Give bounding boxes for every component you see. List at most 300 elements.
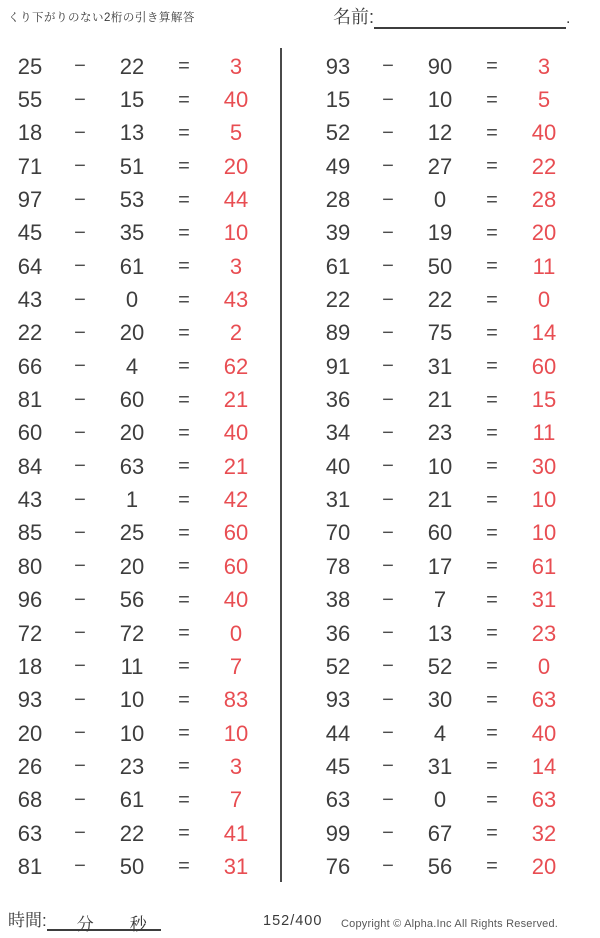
problem-row bbox=[316, 684, 568, 717]
problem-row bbox=[316, 150, 568, 183]
equals-sign: = bbox=[178, 755, 190, 778]
equals-sign: = bbox=[486, 555, 498, 578]
subtrahend: 19 bbox=[427, 220, 453, 246]
problem-row bbox=[8, 684, 260, 717]
minus-sign: − bbox=[382, 121, 394, 144]
minus-sign: − bbox=[382, 555, 394, 578]
answer: 11 bbox=[532, 253, 556, 279]
equals-sign: = bbox=[486, 788, 498, 811]
answer: 31 bbox=[223, 853, 249, 879]
subtrahend: 12 bbox=[427, 120, 453, 146]
minus-sign: − bbox=[74, 55, 86, 78]
answer: 10 bbox=[223, 720, 249, 746]
problem-row bbox=[316, 417, 568, 450]
minus-sign: − bbox=[74, 455, 86, 478]
minus-sign: − bbox=[74, 321, 86, 344]
problem-row bbox=[8, 350, 260, 383]
column-divider bbox=[280, 48, 282, 882]
subtrahend: 51 bbox=[119, 153, 145, 179]
minus-sign: − bbox=[74, 155, 86, 178]
answer: 20 bbox=[531, 853, 557, 879]
name-label: 名前: bbox=[333, 7, 375, 27]
equals-sign: = bbox=[178, 455, 190, 478]
answer: 22 bbox=[531, 153, 557, 179]
equals-sign: = bbox=[178, 655, 190, 678]
equals-sign: = bbox=[178, 855, 190, 878]
subtrahend: 67 bbox=[427, 820, 453, 846]
subtrahend: 4 bbox=[433, 720, 447, 746]
minus-sign: − bbox=[74, 588, 86, 611]
answer: 5 bbox=[537, 87, 551, 113]
subtrahend: 10 bbox=[427, 87, 453, 113]
subtrahend: 53 bbox=[119, 187, 145, 213]
minus-sign: − bbox=[382, 288, 394, 311]
equals-sign: = bbox=[178, 622, 190, 645]
minuend: 70 bbox=[325, 520, 351, 546]
minuend: 72 bbox=[17, 620, 43, 646]
answer: 42 bbox=[223, 487, 249, 513]
minus-sign: − bbox=[382, 722, 394, 745]
equals-sign: = bbox=[178, 188, 190, 211]
subtrahend: 61 bbox=[119, 253, 145, 279]
subtrahend: 60 bbox=[427, 520, 453, 546]
subtrahend: 10 bbox=[119, 720, 145, 746]
answer: 40 bbox=[223, 87, 249, 113]
equals-sign: = bbox=[486, 55, 498, 78]
subtrahend: 50 bbox=[119, 853, 145, 879]
equals-sign: = bbox=[486, 388, 498, 411]
answer: 10 bbox=[223, 220, 249, 246]
equals-sign: = bbox=[178, 688, 190, 711]
subtrahend: 20 bbox=[119, 553, 145, 579]
subtrahend: 0 bbox=[433, 187, 447, 213]
subtrahend: 72 bbox=[119, 620, 145, 646]
subtrahend: 61 bbox=[119, 787, 145, 813]
equals-sign: = bbox=[178, 221, 190, 244]
minuend: 61 bbox=[325, 253, 351, 279]
minuend: 93 bbox=[17, 687, 43, 713]
equals-sign: = bbox=[486, 88, 498, 111]
name-blank-line bbox=[374, 8, 566, 29]
minuend: 45 bbox=[325, 753, 351, 779]
answer: 14 bbox=[531, 320, 557, 346]
equals-sign: = bbox=[178, 155, 190, 178]
answer: 14 bbox=[531, 753, 557, 779]
minus-sign: − bbox=[74, 288, 86, 311]
equals-sign: = bbox=[178, 421, 190, 444]
equals-sign: = bbox=[178, 521, 190, 544]
minuend: 38 bbox=[325, 587, 351, 613]
subtrahend: 56 bbox=[119, 587, 145, 613]
subtrahend: 13 bbox=[427, 620, 453, 646]
minuend: 20 bbox=[17, 720, 43, 746]
minus-sign: − bbox=[74, 88, 86, 111]
minus-sign: − bbox=[382, 88, 394, 111]
minuend: 43 bbox=[17, 487, 43, 513]
problem-row bbox=[316, 817, 568, 850]
answer: 3 bbox=[229, 53, 243, 79]
problems-area bbox=[0, 50, 600, 884]
minus-sign: − bbox=[74, 755, 86, 778]
answer: 10 bbox=[531, 520, 557, 546]
minuend: 49 bbox=[325, 153, 351, 179]
minuend: 89 bbox=[325, 320, 351, 346]
minus-sign: − bbox=[74, 388, 86, 411]
equals-sign: = bbox=[178, 388, 190, 411]
equals-sign: = bbox=[178, 722, 190, 745]
equals-sign: = bbox=[486, 488, 498, 511]
equals-sign: = bbox=[178, 321, 190, 344]
answer: 63 bbox=[531, 687, 557, 713]
equals-sign: = bbox=[178, 488, 190, 511]
minuend: 91 bbox=[325, 353, 351, 379]
equals-sign: = bbox=[178, 555, 190, 578]
minus-sign: − bbox=[74, 188, 86, 211]
equals-sign: = bbox=[486, 321, 498, 344]
problem-row bbox=[8, 283, 260, 316]
minuend: 22 bbox=[17, 320, 43, 346]
minus-sign: − bbox=[74, 421, 86, 444]
equals-sign: = bbox=[178, 822, 190, 845]
answer: 3 bbox=[229, 253, 243, 279]
subtrahend: 22 bbox=[119, 820, 145, 846]
equals-sign: = bbox=[178, 55, 190, 78]
equals-sign: = bbox=[486, 822, 498, 845]
minutes-label: 分 bbox=[76, 915, 94, 934]
equals-sign: = bbox=[486, 588, 498, 611]
minuend: 31 bbox=[325, 487, 351, 513]
minuend: 78 bbox=[325, 553, 351, 579]
subtrahend: 35 bbox=[119, 220, 145, 246]
subtrahend: 10 bbox=[119, 687, 145, 713]
problem-row bbox=[8, 750, 260, 783]
problem-row bbox=[316, 83, 568, 116]
problem-row bbox=[8, 817, 260, 850]
problem-row bbox=[316, 450, 568, 483]
answer: 15 bbox=[531, 387, 557, 413]
subtrahend: 22 bbox=[119, 53, 145, 79]
problem-row bbox=[8, 117, 260, 150]
minuend: 28 bbox=[325, 187, 351, 213]
minuend: 18 bbox=[17, 120, 43, 146]
minus-sign: − bbox=[382, 155, 394, 178]
problem-row bbox=[8, 517, 260, 550]
minus-sign: − bbox=[74, 622, 86, 645]
subtrahend: 0 bbox=[433, 787, 447, 813]
minuend: 80 bbox=[17, 553, 43, 579]
subtrahend: 10 bbox=[427, 453, 453, 479]
answer: 20 bbox=[531, 220, 557, 246]
page-title: くり下がりのない2桁の引き算解答 bbox=[8, 12, 195, 24]
answer: 3 bbox=[229, 753, 243, 779]
answer: 30 bbox=[531, 453, 557, 479]
answer: 2 bbox=[229, 320, 243, 346]
subtrahend: 31 bbox=[427, 753, 453, 779]
answer: 11 bbox=[532, 420, 556, 446]
minus-sign: − bbox=[74, 555, 86, 578]
subtrahend: 30 bbox=[427, 687, 453, 713]
minuend: 81 bbox=[17, 853, 43, 879]
subtrahend: 21 bbox=[427, 387, 453, 413]
equals-sign: = bbox=[486, 121, 498, 144]
answer: 31 bbox=[531, 587, 557, 613]
minus-sign: − bbox=[74, 688, 86, 711]
answer: 40 bbox=[531, 120, 557, 146]
subtrahend: 63 bbox=[119, 453, 145, 479]
minuend: 43 bbox=[17, 287, 43, 313]
copyright-notice: Copyright © Alpha.Inc All Rights Reserved. bbox=[341, 918, 559, 930]
answer: 5 bbox=[229, 120, 243, 146]
subtrahend: 0 bbox=[125, 287, 139, 313]
subtrahend: 31 bbox=[427, 353, 453, 379]
subtrahend: 52 bbox=[427, 653, 453, 679]
subtrahend: 13 bbox=[119, 120, 145, 146]
minuend: 52 bbox=[325, 653, 351, 679]
problem-row bbox=[8, 417, 260, 450]
subtrahend: 75 bbox=[427, 320, 453, 346]
subtrahend: 4 bbox=[125, 353, 139, 379]
minuend: 85 bbox=[17, 520, 43, 546]
minus-sign: − bbox=[382, 455, 394, 478]
subtrahend: 7 bbox=[433, 587, 447, 613]
answer: 40 bbox=[223, 587, 249, 613]
equals-sign: = bbox=[486, 188, 498, 211]
answer: 7 bbox=[229, 653, 243, 679]
time-label: 時間: bbox=[8, 911, 47, 930]
problem-row bbox=[8, 50, 260, 83]
equals-sign: = bbox=[178, 88, 190, 111]
answer: 7 bbox=[229, 787, 243, 813]
answer: 21 bbox=[223, 387, 249, 413]
answer: 32 bbox=[531, 820, 557, 846]
page-indicator: 152/400 bbox=[263, 913, 323, 929]
problem-row bbox=[8, 450, 260, 483]
problem-row bbox=[316, 350, 568, 383]
subtrahend: 23 bbox=[119, 753, 145, 779]
answer: 40 bbox=[531, 720, 557, 746]
minuend: 96 bbox=[17, 587, 43, 613]
minus-sign: − bbox=[382, 688, 394, 711]
problem-row bbox=[316, 50, 568, 83]
minuend: 34 bbox=[325, 420, 351, 446]
minuend: 76 bbox=[325, 853, 351, 879]
problem-row bbox=[316, 584, 568, 617]
minuend: 18 bbox=[17, 653, 43, 679]
minus-sign: − bbox=[74, 355, 86, 378]
problem-row bbox=[316, 850, 568, 883]
problems-column-right bbox=[316, 50, 568, 884]
problem-row bbox=[316, 717, 568, 750]
equals-sign: = bbox=[486, 688, 498, 711]
equals-sign: = bbox=[486, 722, 498, 745]
equals-sign: = bbox=[178, 588, 190, 611]
minuend: 93 bbox=[325, 687, 351, 713]
minus-sign: − bbox=[382, 388, 394, 411]
answer: 62 bbox=[223, 353, 249, 379]
answer: 0 bbox=[537, 653, 551, 679]
answer: 28 bbox=[531, 187, 557, 213]
minus-sign: − bbox=[74, 655, 86, 678]
minuend: 93 bbox=[325, 53, 351, 79]
equals-sign: = bbox=[178, 788, 190, 811]
minus-sign: − bbox=[382, 55, 394, 78]
minuend: 44 bbox=[325, 720, 351, 746]
minus-sign: − bbox=[382, 655, 394, 678]
minus-sign: − bbox=[74, 521, 86, 544]
equals-sign: = bbox=[178, 121, 190, 144]
answer: 60 bbox=[223, 553, 249, 579]
minuend: 84 bbox=[17, 453, 43, 479]
minuend: 36 bbox=[325, 620, 351, 646]
problem-row bbox=[8, 250, 260, 283]
equals-sign: = bbox=[486, 455, 498, 478]
minuend: 68 bbox=[17, 787, 43, 813]
minus-sign: − bbox=[74, 121, 86, 144]
equals-sign: = bbox=[486, 622, 498, 645]
minuend: 55 bbox=[17, 87, 43, 113]
problem-row bbox=[8, 150, 260, 183]
minuend: 60 bbox=[17, 420, 43, 446]
minuend: 99 bbox=[325, 820, 351, 846]
minus-sign: − bbox=[382, 755, 394, 778]
minus-sign: − bbox=[382, 321, 394, 344]
problems-column-left bbox=[8, 50, 260, 884]
time-field bbox=[8, 906, 161, 934]
minus-sign: − bbox=[74, 855, 86, 878]
problem-row bbox=[8, 383, 260, 416]
answer: 0 bbox=[537, 287, 551, 313]
answer: 20 bbox=[223, 153, 249, 179]
problem-row bbox=[8, 850, 260, 883]
minuend: 97 bbox=[17, 187, 43, 213]
minuend: 52 bbox=[325, 120, 351, 146]
minus-sign: − bbox=[74, 488, 86, 511]
minuend: 66 bbox=[17, 353, 43, 379]
equals-sign: = bbox=[486, 288, 498, 311]
problem-row bbox=[316, 750, 568, 783]
subtrahend: 50 bbox=[427, 253, 453, 279]
equals-sign: = bbox=[486, 521, 498, 544]
equals-sign: = bbox=[486, 255, 498, 278]
minuend: 71 bbox=[17, 153, 43, 179]
equals-sign: = bbox=[178, 255, 190, 278]
problem-row bbox=[316, 183, 568, 216]
minus-sign: − bbox=[382, 421, 394, 444]
name-trailing-period: . bbox=[566, 10, 571, 27]
equals-sign: = bbox=[486, 421, 498, 444]
minuend: 26 bbox=[17, 753, 43, 779]
minuend: 63 bbox=[17, 820, 43, 846]
minus-sign: − bbox=[74, 822, 86, 845]
equals-sign: = bbox=[178, 288, 190, 311]
minus-sign: − bbox=[382, 822, 394, 845]
minus-sign: − bbox=[382, 255, 394, 278]
minuend: 36 bbox=[325, 387, 351, 413]
problem-row bbox=[8, 650, 260, 683]
equals-sign: = bbox=[486, 655, 498, 678]
problem-row bbox=[316, 250, 568, 283]
problem-row bbox=[8, 483, 260, 516]
minus-sign: − bbox=[74, 788, 86, 811]
subtrahend: 21 bbox=[427, 487, 453, 513]
time-blank-line bbox=[47, 910, 161, 934]
minuend: 45 bbox=[17, 220, 43, 246]
problem-row bbox=[8, 317, 260, 350]
subtrahend: 23 bbox=[427, 420, 453, 446]
answer: 63 bbox=[531, 787, 557, 813]
answer: 21 bbox=[223, 453, 249, 479]
problem-row bbox=[316, 117, 568, 150]
minuend: 25 bbox=[17, 53, 43, 79]
problem-row bbox=[8, 183, 260, 216]
problem-row bbox=[8, 83, 260, 116]
problem-row bbox=[316, 650, 568, 683]
subtrahend: 27 bbox=[427, 153, 453, 179]
subtrahend: 20 bbox=[119, 420, 145, 446]
answer: 43 bbox=[223, 287, 249, 313]
equals-sign: = bbox=[486, 355, 498, 378]
minuend: 63 bbox=[325, 787, 351, 813]
minuend: 81 bbox=[17, 387, 43, 413]
minus-sign: − bbox=[382, 188, 394, 211]
problem-row bbox=[8, 717, 260, 750]
problem-row bbox=[316, 283, 568, 316]
subtrahend: 22 bbox=[427, 287, 453, 313]
answer: 61 bbox=[531, 553, 557, 579]
minus-sign: − bbox=[74, 255, 86, 278]
answer: 60 bbox=[531, 353, 557, 379]
problem-row bbox=[8, 217, 260, 250]
problem-row bbox=[316, 550, 568, 583]
problem-row bbox=[316, 617, 568, 650]
problem-row bbox=[316, 483, 568, 516]
problem-row bbox=[316, 317, 568, 350]
answer: 10 bbox=[531, 487, 557, 513]
subtrahend: 1 bbox=[125, 487, 139, 513]
problem-row bbox=[8, 550, 260, 583]
minus-sign: − bbox=[382, 588, 394, 611]
answer: 0 bbox=[229, 620, 243, 646]
seconds-label: 秒 bbox=[129, 915, 147, 934]
answer: 40 bbox=[223, 420, 249, 446]
problem-row bbox=[316, 517, 568, 550]
subtrahend: 20 bbox=[119, 320, 145, 346]
minus-sign: − bbox=[74, 221, 86, 244]
equals-sign: = bbox=[486, 755, 498, 778]
problem-row bbox=[8, 617, 260, 650]
minus-sign: − bbox=[382, 788, 394, 811]
minuend: 15 bbox=[325, 87, 351, 113]
subtrahend: 15 bbox=[119, 87, 145, 113]
subtrahend: 60 bbox=[119, 387, 145, 413]
answer: 83 bbox=[223, 687, 249, 713]
minuend: 40 bbox=[325, 453, 351, 479]
subtrahend: 25 bbox=[119, 520, 145, 546]
equals-sign: = bbox=[486, 221, 498, 244]
minus-sign: − bbox=[382, 855, 394, 878]
problem-row bbox=[316, 217, 568, 250]
minus-sign: − bbox=[382, 521, 394, 544]
minus-sign: − bbox=[382, 221, 394, 244]
problem-row bbox=[8, 784, 260, 817]
minus-sign: − bbox=[382, 488, 394, 511]
minus-sign: − bbox=[382, 355, 394, 378]
subtrahend: 11 bbox=[120, 653, 144, 679]
subtrahend: 17 bbox=[427, 553, 453, 579]
answer: 41 bbox=[223, 820, 249, 846]
minuend: 39 bbox=[325, 220, 351, 246]
equals-sign: = bbox=[178, 355, 190, 378]
